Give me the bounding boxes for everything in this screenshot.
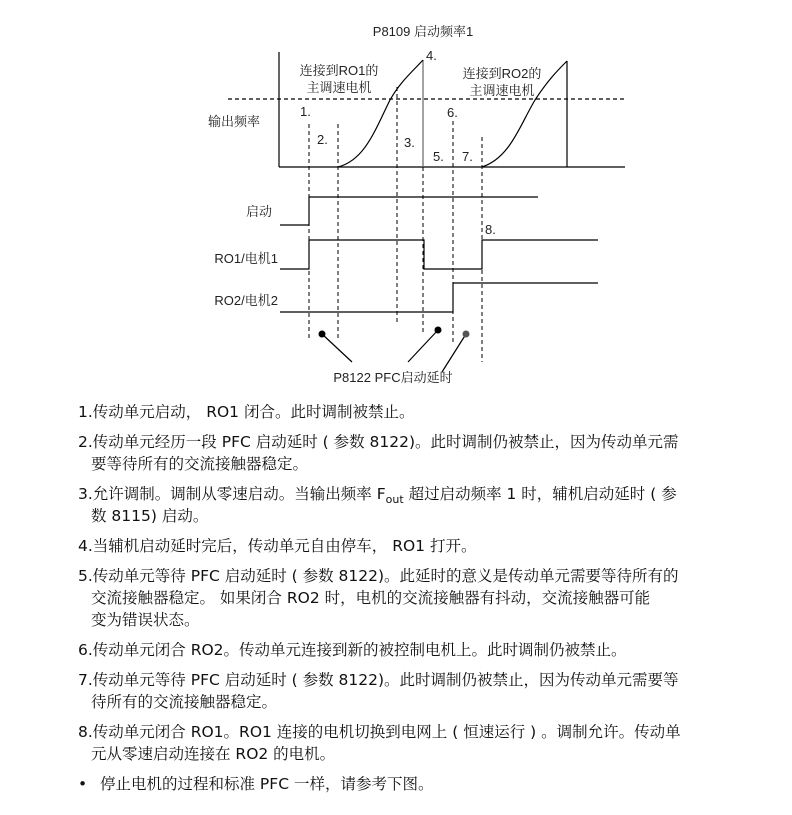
step-3 bbox=[78, 483, 778, 527]
pointer-line-1 bbox=[322, 334, 352, 362]
delay-label: P8122 PFC启动延时 bbox=[333, 370, 453, 385]
step-line: 8.传动单元闭合 RO1。RO1 连接的电机切换到电网上 ( 恒速运行 ) 。调制允许。传动单 bbox=[78, 723, 681, 741]
pointer-line-2 bbox=[408, 330, 438, 362]
marker-8: 8. bbox=[485, 222, 496, 237]
step-5 bbox=[78, 565, 778, 631]
note-bullet bbox=[78, 773, 778, 795]
signal-label-ro1: RO1/电机1 bbox=[214, 251, 278, 266]
step-line: 4.当辅机启动延时完后，传动单元自由停车， RO1 打开。 bbox=[78, 537, 477, 555]
delay-dot-2 bbox=[435, 327, 442, 334]
step-line: 2.传动单元经历一段 PFC 启动延时 ( 参数 8122)。此时调制仍被禁止，因为传动单元需 bbox=[78, 433, 679, 451]
marker-2: 2. bbox=[317, 132, 328, 147]
start-signal bbox=[280, 197, 538, 225]
step-4 bbox=[78, 535, 778, 557]
step3-text-pre: 3.允许调制。调制从零速启动。当输出频率 F bbox=[78, 485, 386, 503]
step-2 bbox=[78, 431, 778, 475]
step-8 bbox=[78, 721, 778, 765]
step-1 bbox=[78, 401, 778, 423]
step-line: 数 8115) 启动。 bbox=[91, 507, 209, 525]
signal-label-start: 启动 bbox=[245, 204, 272, 219]
step-7 bbox=[78, 669, 778, 713]
ro1-signal bbox=[280, 240, 598, 269]
step-6 bbox=[78, 639, 778, 661]
step-list bbox=[78, 401, 778, 795]
step-line: 7.传动单元等待 PFC 启动延时 ( 参数 8122)。此时调制仍被禁止，因为传动单元需要等 bbox=[78, 671, 679, 689]
bullet-icon: • bbox=[78, 775, 88, 793]
step-line: 1.传动单元启动， RO1 闭合。此时调制被禁止。 bbox=[78, 403, 415, 421]
motor1-label-line2: 主调速电机 bbox=[306, 80, 372, 95]
marker-3: 3. bbox=[404, 135, 415, 150]
step-line: 6.传动单元闭合 RO2。传动单元连接到新的被控制电机上。此时调制仍被禁止。 bbox=[78, 641, 627, 659]
delay-dot-3 bbox=[463, 331, 470, 338]
delay-dot-1 bbox=[319, 331, 326, 338]
marker-1: 1. bbox=[300, 104, 311, 119]
step-line: 5.传动单元等待 PFC 启动延时 ( 参数 8122)。此延时的意义是传动单元需要等待所有的 bbox=[78, 567, 679, 585]
step-line: 元从零速启动连接在 RO2 的电机。 bbox=[91, 745, 336, 763]
signal-label-ro2: RO2/电机2 bbox=[214, 293, 278, 308]
marker-7: 7. bbox=[462, 149, 473, 164]
motor2-label-line1: 连接到RO2的 bbox=[462, 66, 542, 81]
marker-5: 5. bbox=[433, 149, 444, 164]
motor1-label-line1: 连接到RO1的 bbox=[299, 63, 379, 78]
pfc-timing-diagram bbox=[0, 0, 792, 400]
step-line: 要等待所有的交流接触器稳定。 bbox=[91, 455, 309, 473]
ro2-signal bbox=[280, 283, 598, 312]
step-line: 变为错误状态。 bbox=[91, 611, 200, 629]
motor2-label-line2: 主调速电机 bbox=[469, 83, 535, 98]
y-axis-label: 输出频率 bbox=[208, 114, 261, 129]
marker-4: 4. bbox=[426, 48, 437, 63]
step-line: 待所有的交流接触器稳定。 bbox=[91, 693, 278, 711]
step-line: 交流接触器稳定。 如果闭合 RO2 时，电机的交流接触器有抖动，交流接触器可能 bbox=[91, 589, 651, 607]
pointer-line-3 bbox=[442, 334, 466, 372]
step-line bbox=[78, 483, 778, 505]
step3-text-post: 超过启动频率 1 时，辅机启动延时 ( 参 bbox=[403, 485, 677, 503]
fout-subscript: out bbox=[385, 493, 404, 506]
marker-6: 6. bbox=[447, 105, 458, 120]
bullet-text: 停止电机的过程和标准 PFC 一样，请参考下图。 bbox=[100, 775, 434, 793]
diagram-title: P8109 启动频率1 bbox=[372, 24, 474, 39]
